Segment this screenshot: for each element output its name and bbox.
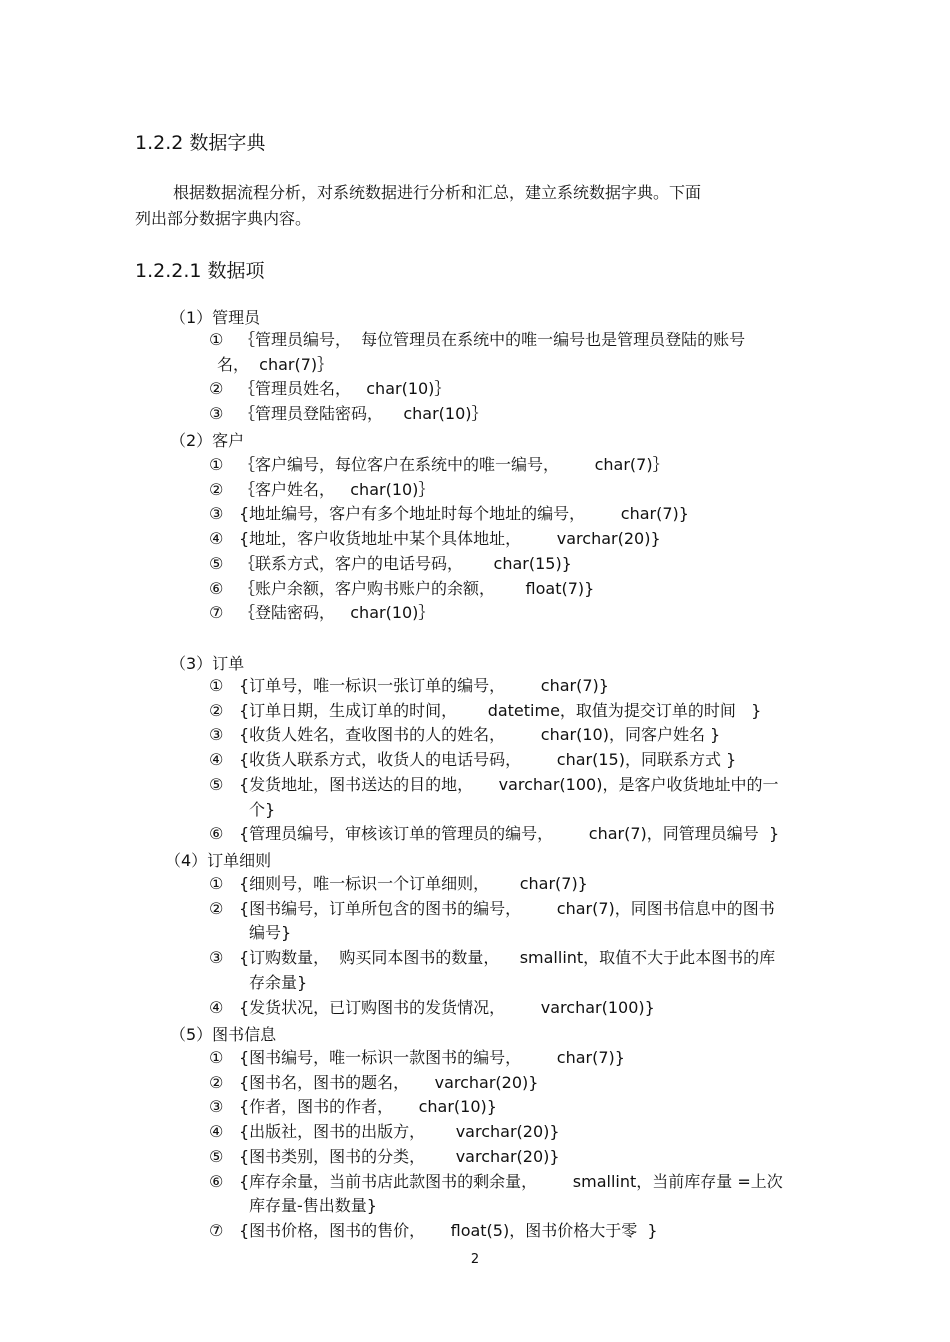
group-title-admin: （1）管理员 (170, 308, 261, 327)
item-text: {作者，图书的作者， char(10)} (239, 1097, 497, 1117)
subsection-heading: 1.2.2.1 数据项 (135, 260, 265, 282)
list-item (209, 377, 745, 402)
item-number: ④ (209, 997, 224, 1017)
group-title-order: （3）订单 (170, 654, 245, 673)
item-number: ④ (209, 1122, 224, 1142)
item-text: ｛客户编号，每位客户在系统中的唯一编号， char(7)｝ (239, 455, 669, 474)
item-text: {地址，客户收货地址中某个具体地址， varchar(20)} (239, 529, 661, 549)
item-continuation: 个} (249, 799, 276, 819)
item-number: ⑤ (209, 553, 224, 573)
list-item (209, 1170, 783, 1195)
item-number: ② (209, 379, 224, 399)
group-items-admin (209, 328, 745, 427)
list-item (209, 723, 779, 748)
item-number: ① (209, 455, 224, 474)
list-item (209, 328, 745, 353)
item-text: ｛管理员姓名， char(10)｝ (239, 379, 451, 399)
item-number: ① (209, 330, 224, 349)
item-continuation: 编号} (249, 923, 292, 943)
item-text: {图书名，图书的题名， varchar(20)} (239, 1072, 539, 1092)
list-item (209, 1219, 783, 1244)
group-items-customer (209, 453, 689, 626)
item-number: ⑦ (209, 1220, 224, 1240)
item-number: ③ (209, 725, 224, 745)
item-number: ③ (209, 404, 224, 424)
item-number: ④ (209, 529, 224, 549)
list-item (209, 577, 689, 602)
item-number: ⑥ (209, 578, 224, 598)
intro-line-1: 根据数据流程分析，对系统数据进行分析和汇总，建立系统数据字典。下面 (173, 183, 702, 202)
item-text: {收货人姓名，查收图书的人的姓名， char(10)，同客户姓名 } (239, 725, 721, 745)
list-item (209, 502, 689, 527)
list-item (209, 601, 689, 626)
list-item (209, 552, 689, 577)
list-item (209, 527, 689, 552)
item-text: {图书类别，图书的分类， varchar(20)} (239, 1146, 560, 1166)
group-title-book-info: （5）图书信息 (170, 1025, 277, 1044)
item-text: {发货地址，图书送达的目的地， varchar(100)，是客户收货地址中的一 (239, 774, 779, 794)
list-item (209, 1046, 783, 1071)
item-number: ① (209, 874, 224, 893)
item-number: ⑦ (209, 603, 224, 623)
list-item (209, 478, 689, 503)
item-text: {图书编号，唯一标识一款图书的编号， char(7)} (239, 1048, 625, 1067)
item-number: ⑤ (209, 774, 224, 794)
item-number: ② (209, 898, 224, 918)
item-text: ｛登陆密码， char(10)｝ (239, 603, 435, 623)
item-continuation: 库存量-售出数量} (249, 1196, 377, 1216)
item-number: ② (209, 479, 224, 499)
item-text: {细则号，唯一标识一个订单细则， char(7)} (239, 874, 588, 893)
item-text: {订购数量， 购买同本图书的数量， smallint，取值不大于此本图书的库 (239, 948, 776, 968)
page-number: 2 (470, 1252, 480, 1267)
item-text: {管理员编号，审核该订单的管理员的编号， char(7)，同管理员编号 } (239, 824, 780, 844)
item-number: ① (209, 1048, 224, 1067)
intro-paragraph (135, 180, 775, 232)
item-number: ② (209, 1072, 224, 1092)
item-text: {订单日期，生成订单的时间， datetime，取值为提交订单的时间 } (239, 700, 762, 720)
list-item (209, 402, 745, 427)
list-item (209, 822, 779, 847)
item-number: ③ (209, 1097, 224, 1117)
list-item (209, 699, 779, 724)
item-number: ③ (209, 948, 224, 968)
list-item (209, 872, 775, 897)
list-item (209, 1095, 783, 1120)
item-text: ｛管理员登陆密码， char(10)｝ (239, 404, 488, 424)
item-text: {库存余量，当前书店此款图书的剩余量， smallint，当前库存量 =上次 (239, 1171, 783, 1191)
item-text: ｛联系方式，客户的电话号码， char(15)} (239, 553, 572, 573)
item-number: ① (209, 676, 224, 695)
item-number: ③ (209, 504, 224, 524)
item-text: {收货人联系方式，收货人的电话号码， char(15)，同联系方式 } (239, 750, 737, 770)
intro-line-2: 列出部分数据字典内容。 (135, 209, 312, 228)
list-item (209, 1145, 783, 1170)
list-item (209, 897, 775, 922)
item-text: {图书价格，图书的售价， float(5)，图书价格大于零 } (239, 1220, 658, 1240)
item-text: ｛账户余额，客户购书账户的余额， float(7)} (239, 578, 595, 598)
group-items-book-info (209, 1046, 783, 1244)
item-text: {出版社，图书的出版方， varchar(20)} (239, 1122, 560, 1142)
list-item (209, 674, 779, 699)
item-continuation: 名， char(7)｝ (217, 354, 334, 374)
item-text: {地址编号，客户有多个地址时每个地址的编号， char(7)} (239, 504, 689, 524)
item-number: ⑥ (209, 1171, 224, 1191)
group-items-order (209, 674, 779, 847)
item-number: ⑤ (209, 1146, 224, 1166)
list-item (209, 748, 779, 773)
list-item (209, 1071, 783, 1096)
group-title-order-detail: （4）订单细则 (165, 851, 272, 870)
item-number: ④ (209, 750, 224, 770)
item-number: ⑥ (209, 824, 224, 844)
item-text: {发货状况，已订购图书的发货情况， varchar(100)} (239, 997, 655, 1017)
item-text: {图书编号，订单所包含的图书的编号， char(7)，同图书信息中的图书 (239, 898, 775, 918)
list-item (209, 946, 775, 971)
item-text: ｛管理员编号， 每位管理员在系统中的唯一编号也是管理员登陆的账号 (239, 330, 746, 349)
item-text: ｛客户姓名， char(10)｝ (239, 479, 435, 499)
item-number: ② (209, 700, 224, 720)
item-continuation: 存余量} (249, 972, 308, 992)
group-title-customer: （2）客户 (170, 431, 245, 450)
section-heading: 1.2.2 数据字典 (135, 132, 266, 154)
list-item (209, 996, 775, 1021)
item-text: {订单号，唯一标识一张订单的编号， char(7)} (239, 676, 609, 695)
list-item (209, 1120, 783, 1145)
list-item (209, 773, 779, 798)
list-item (209, 453, 689, 478)
group-items-order-detail (209, 872, 775, 1020)
